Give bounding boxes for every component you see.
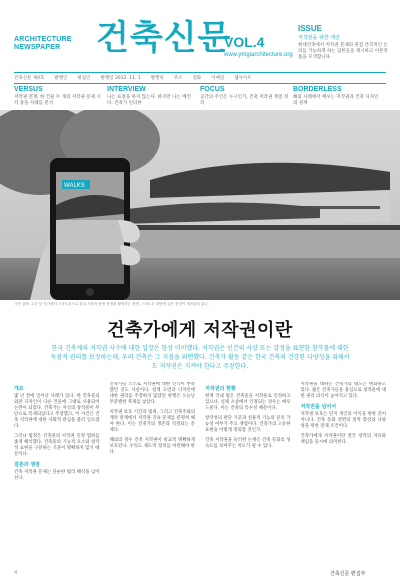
article-body (14, 382, 386, 572)
section-desc: 나는 표절을 하지 않는다. 하지만 나는 베낀다. 건축가 인터뷰 (107, 95, 191, 106)
sign-text: WALKS (64, 183, 85, 189)
paragraph: 건축 저작권을 둘러싼 논쟁은 건축 문화의 성숙도를 보여주는 척도가 될 수 있다. (205, 438, 291, 449)
photo-caption: 사진 설명: 고궁 앞 공간에서 스마트폰으로 한옥 지붕과 담장 풍경을 촬영하는 장면. 스마트폰 화면에 같은 풍경이 재현되어 있다. (14, 302, 209, 306)
meta-rule (14, 83, 386, 84)
meta-item: 건축신문 제4호 (14, 76, 45, 81)
paragraph: 그러나 법정은 건축물의 저작권 인정 범위를 좁게 해석했다. 건축물의 기능적 요소와 창작적 표현을 구분하는 기준이 명확하지 않기 때문이다. (14, 434, 100, 457)
masthead-rule (14, 72, 386, 73)
subhead: 저작권을 넘어서 (300, 404, 337, 410)
section-interview[interactable] (107, 86, 200, 108)
paragraph: 몇 년 전에 일어난 사례가 있다. 한 건축물의 외관 디자인이 다른 건물에 그대로 사용되어 논란이 되었다. 건축가는 자신의 창작물이 무단으로 복제되었다고 주장했고, 이 사건은 건축 저작권에 대한 사회적 관심을 불러 일으켰다. (14, 394, 100, 429)
section-head: INTERVIEW (107, 86, 146, 93)
paragraph: 건축 저작권 문제는 단순한 법리 해석을 넘어선다. (14, 470, 100, 481)
article-lead: 한국 건축계의 저작권 사수에 대한 입장은 항상 미미했다. 저작권은 인간의 사상 또는 감정을 표현한 창작물에 대한 독점적 권리를 보장하는데, 우리 건축은 그 지점을 외면했다. 건축가 활동 같은 한국 건축의 건강한 다양성을 위해서도 저작권은 지켜야 한다고 주장한다. (50, 345, 350, 370)
section-focus[interactable] (200, 86, 293, 108)
meta-item: 주소 (173, 76, 183, 81)
meta-item: 웹사이트 (234, 76, 252, 81)
newspaper-label: NEWSPAPER (14, 44, 61, 51)
paragraph: 해외의 경우 건축 저작권이 비교적 명확하게 보호된다. 우리도 제도적 장치를 마련해야 한다. (109, 438, 195, 455)
section-desc: 해외 사례에서 배우는 저작권과 건축 디자인의 경계 (293, 95, 379, 106)
section-desc: 공간의 주인은 누구인가, 건축 저작권 쟁점 정리 (200, 95, 289, 106)
body-column-4 (301, 382, 387, 572)
meta-item: 발행인 (54, 76, 68, 81)
subhead: 개요 (14, 386, 24, 392)
newspaper-title: 건축신문 (96, 18, 232, 58)
issue-label: ISSUE (298, 24, 323, 33)
issue-box (298, 24, 388, 61)
byline: 건축신문 편집부 (330, 571, 366, 577)
meta-item: 전화 (192, 76, 202, 81)
page-number: 4 (14, 570, 18, 576)
issue-text: 현대건축에서 저작권 문제의 관점 본격적인 논의를 가능하게 하는 담론들을 제시하고 이론적 틀을 모색합니다. (298, 43, 388, 60)
paragraph: 창작성의 판단 기준과 실용적 기능의 분리 가능성 여부가 주요 쟁점이다. 건축가의 고유한 표현을 어떻게 정의할 것인가. (205, 416, 291, 433)
meta-item: 발행처 (150, 76, 164, 81)
body-column-1 (14, 382, 100, 572)
paragraph: 저작권 보호는 단지 개인의 이익을 위한 것이 아니다. 건축 문화 전반의 질적 향상과 다양성을 위한 전제 조건이다. (300, 412, 386, 429)
article-headline: 건축가에게 저작권이란 (107, 320, 293, 341)
subhead: 저작권의 현황 (205, 386, 236, 392)
paragraph: 현재 국내 법은 건축물을 저작물로 인정하고 있으나, 실제 소송에서 인정되는 경우는 매우 드물다. 이는 건축의 특수성 때문이다. (205, 394, 291, 411)
masthead (14, 18, 386, 76)
architecture-label: ARCHITECTURE (14, 36, 72, 43)
section-desc: 저작권 전쟁, 한 건물 두 개의 저작권 문제 시각 충돌 사례를 분석 (14, 95, 101, 106)
photo-illustration (0, 110, 400, 300)
issue-subtitle: 저작권을 위한 제언 (298, 35, 340, 41)
subhead: 결론과 쟁점 (14, 462, 40, 468)
website-url: www.ymgiarchitecture.org (224, 52, 293, 58)
section-head: BORDERLESS (293, 86, 342, 93)
paragraph: 저작권을 대하는 건축가의 태도는 변화하고 있다. 젊은 건축가들을 중심으로 창작물에 대한 권리 의식이 높아지고 있다. (300, 382, 386, 399)
section-versus[interactable] (14, 86, 107, 108)
cover-photo (0, 110, 400, 300)
publication-meta (14, 75, 386, 81)
body-column-2 (110, 382, 196, 572)
section-head: FOCUS (200, 86, 225, 93)
section-borderless[interactable] (293, 86, 386, 108)
meta-item: 이메일 (211, 76, 225, 81)
section-head: VERSUS (14, 86, 43, 93)
masthead-tagline (14, 36, 72, 52)
section-strip (14, 86, 386, 108)
paragraph: 건축가에게 저작권이란 결국 창작의 자유와 책임을 동시에 의미한다. (300, 434, 386, 445)
paragraph: 저작권 보호 기간과 범위, 그리고 건축주와의 계약 관계에서 저작권 귀속 문제를 분명히 해야 한다. 이는 건축가의 생존과 직결되는 문제다. (109, 410, 195, 433)
body-column-3 (205, 382, 291, 572)
paragraph: 건축가들 스스로 저작권에 대한 인식이 부족했던 것도 사실이다. 설계 도면과 디자인에 대한 권리를 주장하지 않았던 관행은 오늘날 무분별한 복제를 낳았다. (109, 382, 195, 405)
meta-item: 편집인 (77, 76, 91, 81)
volume-number: VOL.4 (224, 34, 265, 50)
meta-item: 발행일 2012. 11. 1 (100, 76, 141, 81)
